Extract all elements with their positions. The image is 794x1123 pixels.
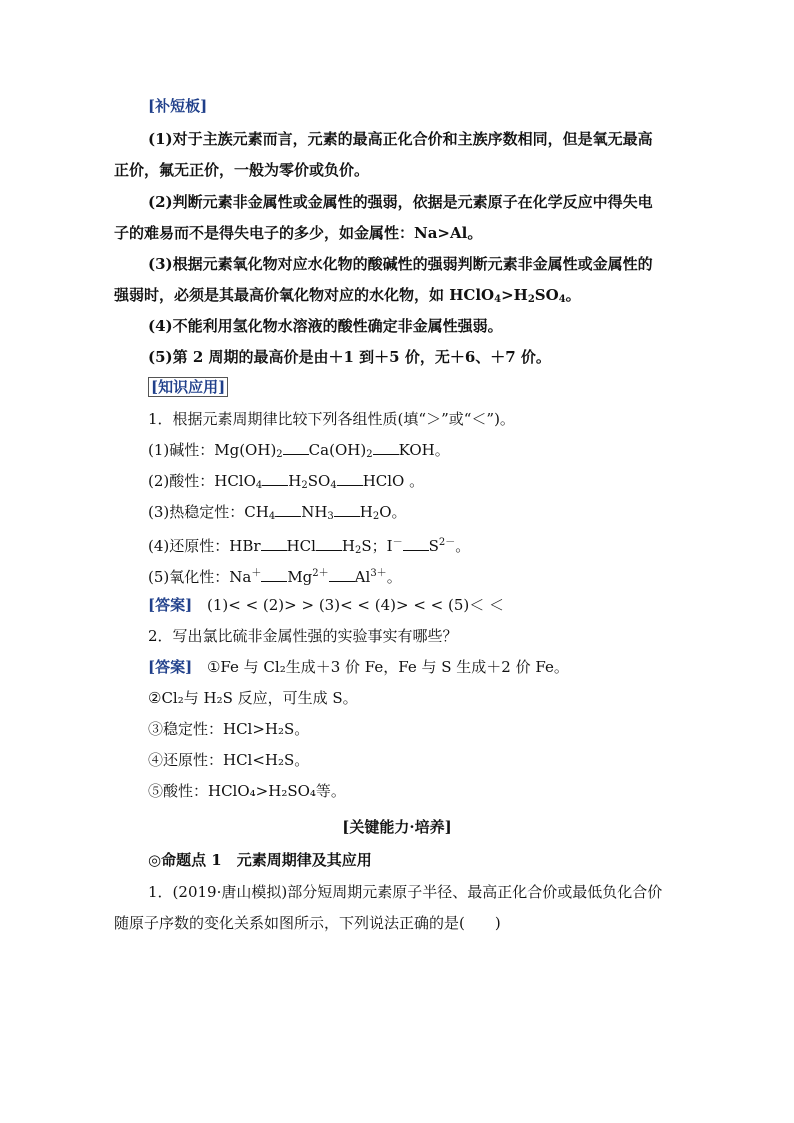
- q1-4-b2: S；I: [361, 537, 393, 555]
- q1-1-pre: (1)碱性：Mg(OH): [148, 441, 277, 459]
- section-title: [0, 817, 794, 837]
- q1-item-4: (4)还原性：HBr HCl $H_2S$；I－ $S^{2-}$。: [148, 537, 471, 556]
- q1-5-a: Mg: [287, 568, 313, 586]
- example-question-b: 随原子序数的变化关系如图所示，下列说法正确的是( ): [114, 914, 501, 932]
- example-question-a: 1．(2019·唐山模拟)部分短周期元素原子半径、最高正化合价或最低负化合价: [148, 883, 663, 901]
- paragraph-2a: (2)判断元素非金属性或金属性的强弱，依据是元素原子在化学反应中得失电: [148, 193, 653, 211]
- q1-4-end: 。: [455, 537, 471, 555]
- answer-1: (1)< < (2)> > (3)< < (4)> < < (5)＜ ＜: [206, 596, 505, 614]
- q1-5-end: 。: [386, 568, 402, 586]
- q1-3-b: H: [359, 503, 373, 521]
- knowledge-label-box: [148, 377, 228, 397]
- answer-2-item-5: ⑤酸性：HClO₄>H₂SO₄等。: [148, 782, 346, 800]
- p3b-sub2: 2: [527, 294, 535, 305]
- answer-label: [答案]: [148, 596, 193, 614]
- p3b-sub1: 4: [494, 294, 502, 305]
- p3b-sub3: 4: [558, 294, 566, 305]
- q1-item-1: (1)碱性：$Mg(OH)_2$ $Ca(OH)_2$ KOH。: [148, 441, 450, 460]
- answer-blank[interactable]: [373, 440, 399, 455]
- q1-5-pre: (5)氧化性：Na: [148, 568, 252, 586]
- q1-4-pre: (4)还原性：HBr: [148, 537, 261, 555]
- p3b-mid: >H: [501, 286, 528, 304]
- q1-3-a: NH: [301, 503, 328, 521]
- q1-1-b: KOH。: [398, 441, 450, 459]
- supplement-label: [补短板]: [148, 97, 208, 115]
- q1-2-pre: (2)酸性：HClO: [148, 472, 256, 490]
- question-2: 2．写出氯比硫非金属性强的实验事实有哪些？: [148, 627, 458, 645]
- p3b-end: 。: [565, 286, 581, 304]
- q1-4-a: HCl: [286, 537, 316, 555]
- q1-2-a2: SO: [307, 472, 331, 490]
- paragraph-4: (4)不能利用氢化物水溶液的酸性确定非金属性强弱。: [148, 317, 503, 335]
- answer-2-item-2: ②Cl₂与 H₂S 反应，可生成 S。: [148, 689, 358, 707]
- q1-4-b: H: [341, 537, 355, 555]
- p3b-mid2: SO: [534, 286, 559, 304]
- topic-point: ◎命题点 1 元素周期律及其应用: [148, 851, 372, 869]
- answer-blank[interactable]: [334, 502, 360, 517]
- q1-3-b2: O。: [379, 503, 407, 521]
- answer-blank[interactable]: [275, 502, 301, 517]
- knowledge-label: [知识应用]: [148, 377, 228, 397]
- q1-item-5: (5)氧化性：Na＋ $Mg^{2+}$ $Al^{3+}$。: [148, 568, 402, 586]
- q1-item-3: (3)热稳定性：$CH_4$ $NH_3$ $H_2O$。: [148, 503, 407, 522]
- answer-1-line: [148, 595, 504, 615]
- q1-2-b: HClO 。: [362, 472, 425, 490]
- paragraph-3a: (3)根据元素氧化物对应水化物的酸碱性的强弱判断元素非金属性或金属性的: [148, 255, 653, 273]
- q1-item-2: (2)酸性：HClO$_4$ $H_2SO_4$ HClO 。: [148, 472, 425, 491]
- p3b-text: 强弱时，必须是其最高价氧化物对应的水化物，如 HClO: [114, 286, 495, 304]
- paragraph-3b: [114, 285, 581, 310]
- paragraph-1a: (1)对于主族元素而言，元素的最高正化合价和主族序数相同，但是氧无最高: [148, 130, 653, 148]
- q1-2-a: H: [288, 472, 302, 490]
- answer-blank[interactable]: [262, 471, 288, 486]
- q1-5-b: Al: [354, 568, 371, 586]
- answer-label: [答案]: [148, 658, 193, 676]
- answer-blank[interactable]: [261, 536, 287, 551]
- answer-blank[interactable]: [316, 536, 342, 551]
- section-title-text: [关键能力·培养]: [342, 818, 452, 836]
- answer-2-item-4: ④还原性：HCl<H₂S。: [148, 751, 310, 769]
- question-1: 1．根据元素周期律比较下列各组性质(填“＞”或“＜”)。: [148, 410, 515, 428]
- q1-1-a: Ca(OH): [308, 441, 367, 459]
- answer-2-item-3: ③稳定性：HCl>H₂S。: [148, 720, 310, 738]
- answer-2-item-1: ①Fe 与 Cl₂生成＋3 价 Fe，Fe 与 S 生成＋2 价 Fe。: [206, 658, 569, 676]
- answer-blank[interactable]: [403, 536, 429, 551]
- paragraph-5: (5)第 2 周期的最高价是由＋1 到＋5 价，无＋6、＋7 价。: [148, 348, 551, 366]
- q1-3-pre: (3)热稳定性：CH: [148, 503, 269, 521]
- answer-blank[interactable]: [337, 471, 363, 486]
- answer-blank[interactable]: [283, 440, 309, 455]
- paragraph-1b: 正价，氟无正价，一般为零价或负价。: [114, 161, 370, 179]
- answer-blank[interactable]: [329, 567, 355, 582]
- q1-4-c: S: [428, 537, 439, 555]
- answer-2-line: [148, 657, 569, 677]
- paragraph-2b: 子的难易而不是得失电子的多少，如金属性：Na>Al。: [114, 224, 483, 242]
- answer-blank[interactable]: [261, 567, 287, 582]
